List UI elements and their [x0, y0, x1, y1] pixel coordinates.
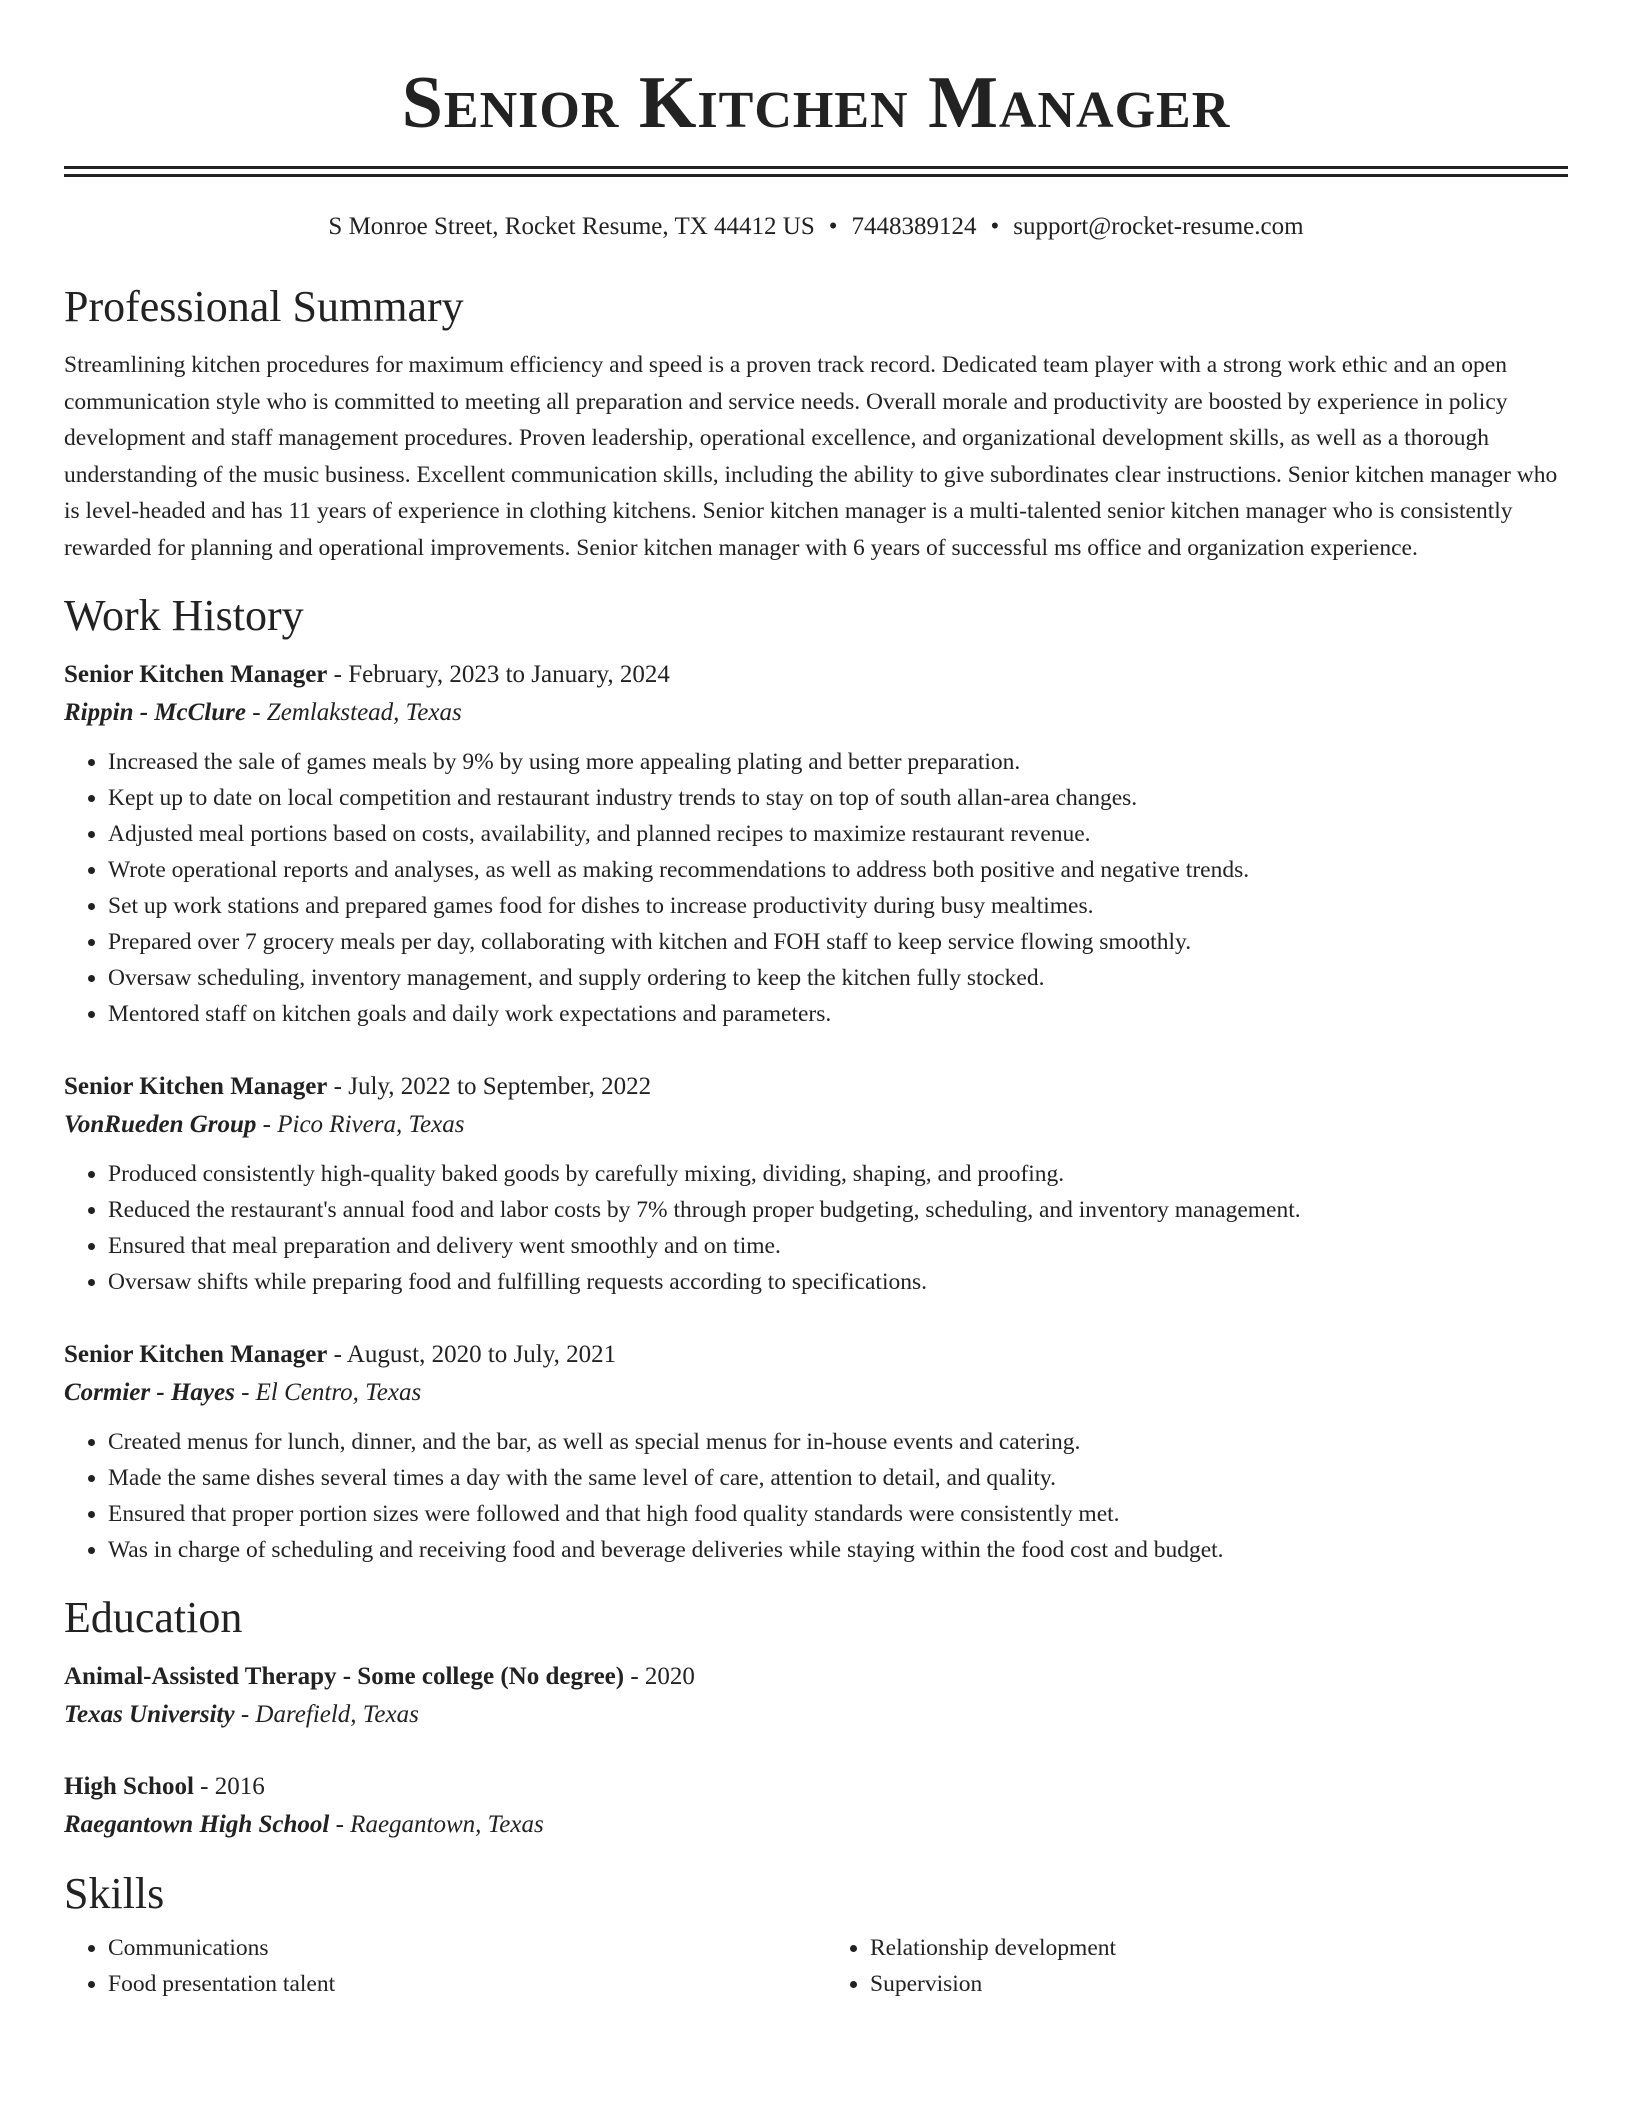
list-item: • Produced consistently high-quality baked goods by carefully mixing, dividing, shaping, and proofing. [108, 1156, 1568, 1192]
resume-title: Senior Kitchen Manager [401, 62, 1231, 144]
education-school: Texas University [64, 1701, 235, 1728]
job-entry [64, 1068, 1568, 1300]
contact-line [64, 211, 1568, 243]
job-location: - Pico Rivera, Texas [256, 1111, 465, 1138]
list-item: • Supervision [870, 1966, 1568, 2002]
work-history-heading: Work History [64, 591, 304, 640]
contact-separator: • [828, 213, 838, 240]
contact-address: S Monroe Street, Rocket Resume, TX 44412 US [328, 213, 815, 240]
education-section [64, 1592, 1568, 1844]
job-dates: - February, 2023 to January, 2024 [327, 661, 670, 688]
education-entry [64, 1768, 1568, 1844]
list-item: • Was in charge of scheduling and receiving food and beverage deliveries while staying within the food cost and budget. [108, 1532, 1568, 1568]
education-degree-line [64, 1658, 1568, 1696]
summary-section [64, 281, 1568, 566]
title-divider [64, 166, 1568, 177]
job-title: Senior Kitchen Manager [64, 661, 328, 688]
list-item: • Wrote operational reports and analyses, as well as making recommendations to address both positive and negative trends. [108, 852, 1568, 888]
skills-heading: Skills [64, 1869, 165, 1918]
education-location: - Raegantown, Texas [329, 1811, 544, 1838]
education-school-line [64, 1696, 1568, 1734]
job-company: VonRueden Group [64, 1111, 257, 1138]
job-dates: - August, 2020 to July, 2021 [327, 1341, 617, 1368]
education-degree: High School [64, 1773, 194, 1800]
contact-separator: • [990, 213, 1000, 240]
summary-heading: Professional Summary [64, 282, 464, 331]
job-dates: - July, 2022 to September, 2022 [327, 1073, 652, 1100]
list-item: • Prepared over 7 grocery meals per day, collaborating with kitchen and FOH staff to keep service flowing smoothly. [108, 924, 1568, 960]
job-location: - Zemlakstead, Texas [245, 699, 462, 726]
job-entry [64, 656, 1568, 1032]
job-company-line [64, 1374, 1568, 1412]
education-heading: Education [64, 1593, 243, 1642]
list-item: • Kept up to date on local competition and restaurant industry trends to stay on top of south allan-area changes. [108, 780, 1568, 816]
list-item: • Food presentation talent [108, 1966, 806, 2002]
skills-grid [64, 1930, 1568, 2002]
job-title-line [64, 1336, 1568, 1374]
skills-section [64, 1868, 1568, 2002]
list-item: • Adjusted meal portions based on costs, availability, and planned recipes to maximize restaurant revenue. [108, 816, 1568, 852]
education-year: - 2020 [624, 1663, 695, 1690]
list-item: • Ensured that proper portion sizes were followed and that high food quality standards were consistently met. [108, 1496, 1568, 1532]
education-school-line [64, 1806, 1568, 1844]
education-location: - Darefield, Texas [234, 1701, 419, 1728]
list-item: • Oversaw shifts while preparing food and fulfilling requests according to specifications. [108, 1264, 1568, 1300]
contact-phone: 7448389124 [851, 213, 977, 240]
job-company-line [64, 1106, 1568, 1144]
skills-list-left [64, 1930, 806, 2002]
list-item: • Reduced the restaurant's annual food and labor costs by 7% through proper budgeting, scheduling, and inventory management. [108, 1192, 1568, 1228]
job-company: Rippin - McClure [64, 699, 246, 726]
list-item: • Relationship development [870, 1930, 1568, 1966]
list-item: • Oversaw scheduling, inventory management, and supply ordering to keep the kitchen fully stocked. [108, 960, 1568, 996]
education-entry [64, 1658, 1568, 1734]
contact-email: support@rocket-resume.com [1013, 213, 1304, 240]
job-company: Cormier - Hayes [64, 1379, 235, 1406]
job-title-line [64, 1068, 1568, 1106]
job-title: Senior Kitchen Manager [64, 1073, 328, 1100]
education-degree: Animal-Assisted Therapy - Some college (No degree) [64, 1663, 625, 1690]
list-item: • Set up work stations and prepared games food for dishes to increase productivity during busy mealtimes. [108, 888, 1568, 924]
education-degree-line [64, 1768, 1568, 1806]
job-title: Senior Kitchen Manager [64, 1341, 328, 1368]
list-item: • Increased the sale of games meals by 9% by using more appealing plating and better preparation. [108, 744, 1568, 780]
job-title-line [64, 656, 1568, 694]
list-item: • Made the same dishes several times a day with the same level of care, attention to detail, and quality. [108, 1460, 1568, 1496]
job-location: - El Centro, Texas [234, 1379, 422, 1406]
summary-text: Streamlining kitchen procedures for maximum efficiency and speed is a proven track record. Dedicated team player with a strong work ethic and an open communication style who is committed to meeting all preparation and service needs. Overall morale and productivity are boosted by experience in policy development and staff management procedures. Proven leadership, operational excellence, and organizational development skills, as well as a thorough understanding of the music business. Excellent communication skills, including the ability to give subordinates clear instructions. Senior kitchen manager who is level-headed and has 11 years of experience in clothing kitchens. Senior kitchen manager is a multi-talented senior kitchen manager who is consistently rewarded for planning and operational improvements. Senior kitchen manager with 6 years of successful ms office and organization experience. [64, 352, 1558, 561]
list-item: • Mentored staff on kitchen goals and daily work expectations and parameters. [108, 996, 1568, 1032]
work-history-section [64, 590, 1568, 1568]
skills-list-right [826, 1930, 1568, 2002]
list-item: • Ensured that meal preparation and delivery went smoothly and on time. [108, 1228, 1568, 1264]
education-year: - 2016 [193, 1773, 265, 1800]
education-school: Raegantown High School [64, 1811, 330, 1838]
job-bullets [64, 744, 1568, 1032]
job-bullets [64, 1424, 1568, 1568]
list-item: • Communications [108, 1930, 806, 1966]
job-company-line [64, 694, 1568, 732]
job-bullets [64, 1156, 1568, 1300]
job-entry [64, 1336, 1568, 1568]
list-item: • Created menus for lunch, dinner, and the bar, as well as special menus for in-house events and catering. [108, 1424, 1568, 1460]
